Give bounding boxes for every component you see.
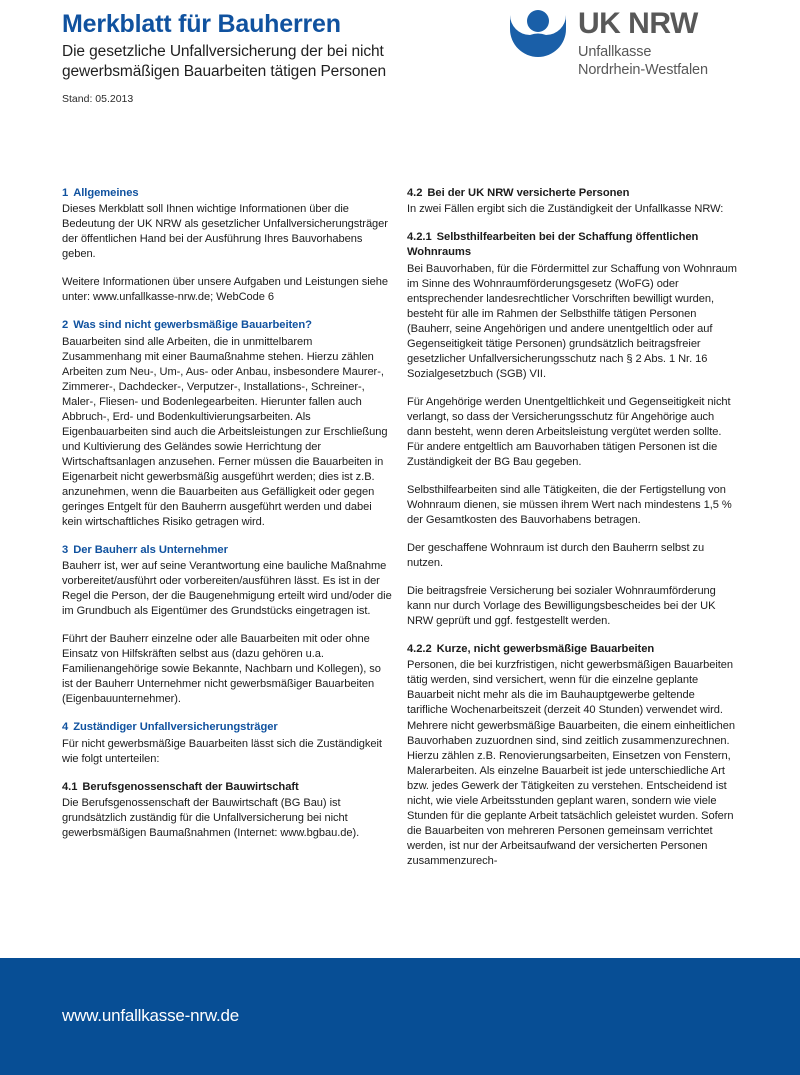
footer-bar — [0, 958, 800, 1075]
document-body — [0, 186, 800, 956]
document-header — [0, 0, 800, 150]
section-number: 4 — [62, 721, 69, 734]
logo-brand-text: UK NRW — [578, 7, 698, 40]
body-paragraph: Bauherr ist, wer auf seine Verantwortung eine bauliche Maßnahme vorbereitet/ausführt oder vorbereiten/ausführen lässt. Es ist in der Regel die Person, der die Baugenehmigung erteilt wird und/oder die im Grundbuch als Eigentümer des Grundstücks eingetragen ist. — [62, 560, 392, 618]
page-subtitle: Die gesetzliche Unfallversicherung der bei nicht gewerbsmäßigen Bauarbeiten tätigen Personen — [62, 43, 386, 81]
section-heading-label: Zuständiger Unfallversicherungsträger — [73, 721, 278, 734]
body-paragraph: Führt der Bauherr einzelne oder alle Bauarbeiten mit oder ohne Einsatz von Hilfskräften selbst aus (dazu gehören u.a. Familienangehörige sowie Bekannte, Nachbarn und Kollegen), so ist der Bauherr Unternehmer nicht gewerbsmäßiger Bauarbeiten (Eigenbauunternehmer). — [62, 633, 381, 706]
body-paragraph: Weitere Informationen über unsere Aufgaben und Leistungen siehe unter: www.unfallkasse-nrw.de; WebCode 6 — [62, 276, 388, 304]
organization-logo — [508, 8, 773, 80]
right-text-column — [407, 186, 737, 882]
section-heading-3 — [62, 543, 392, 558]
section-heading-label: Selbsthilfearbeiten bei der Schaffung öffentlichen Wohnraums — [407, 231, 699, 259]
body-paragraph: In zwei Fällen ergibt sich die Zuständigkeit der Unfallkasse NRW: — [407, 203, 724, 216]
section-heading-4-2-1 — [407, 230, 737, 260]
body-paragraph: Für Angehörige werden Unentgeltlichkeit und Gegenseitigkeit nicht verlangt, so dass der Versicherungsschutz für Angehörige auch dann besteht, wenn deren Arbeitsleistung vergütet werden sollte. Für andere entgeltlich am Bauvorhaben tätigen Personen ist die Zuständigkeit der BG Bau gegeben. — [407, 395, 731, 468]
section-heading-label: Berufsgenossenschaft der Bauwirtschaft — [82, 780, 299, 793]
section-heading-label: Was sind nicht gewerbsmäßige Bauarbeiten? — [73, 319, 312, 332]
logo-subtitle-line2: Nordrhein-Westfalen — [578, 61, 708, 78]
document-date: Stand: 05.2013 — [62, 92, 134, 105]
section-heading-4 — [62, 720, 392, 735]
body-paragraph: Für nicht gewerbsmäßige Bauarbeiten lässt sich die Zuständigkeit wie folgt unterteilen: — [62, 737, 382, 765]
section-heading-4-1 — [62, 780, 392, 795]
left-text-column — [62, 186, 392, 854]
uk-nrw-bowl-icon — [508, 9, 568, 61]
body-paragraph: Die beitragsfreie Versicherung bei sozialer Wohnraumförderung kann nur durch Vorlage des Bewilligungsbescheides bei der UK NRW geprüft und ggf. festgestellt werden. — [407, 585, 716, 628]
page-title: Merkblatt für Bauherren — [62, 10, 341, 38]
body-paragraph: Die Berufsgenossenschaft der Bauwirtschaft (BG Bau) ist grundsätzlich zuständig für die Unfallversicherung bei nicht gewerbsmäßigen Baumaßnahmen (Internet: www.bgbau.de). — [62, 796, 360, 839]
section-heading-1 — [62, 186, 392, 201]
section-number: 4.1 — [62, 780, 78, 793]
section-number: 4.2 — [407, 187, 423, 199]
logo-subtitle-line1: Unfallkasse — [578, 44, 652, 60]
section-heading-label: Kurze, nicht gewerbsmäßige Bauarbeiten — [436, 643, 655, 656]
section-heading-4-2 — [407, 186, 737, 201]
section-number: 2 — [62, 319, 69, 332]
section-heading-label: Allgemeines — [73, 187, 139, 199]
body-paragraph: Der geschaffene Wohnraum ist durch den Bauherrn selbst zu nutzen. — [407, 542, 705, 570]
section-heading-label: Bei der UK NRW versicherte Personen — [427, 187, 630, 199]
body-paragraph: Bei Bauvorhaben, für die Fördermittel zur Schaffung von Wohnraum im Sinne des Wohnraumförderungsgesetz (WoFG) oder entsprechender landesrechtlicher Vorschriften bewilligt wurden, besteht für alle im Rahmen der Selbsthilfe tätigen Personen (Bauherr, seine Angehörigen und andere unentgeltlich oder auf Gegenseitigkeit tätige Personen) grundsätzlich beitragsfreier gesetzlicher Unfallversicherungsschutz nach § 2 Abs. 1 Nr. 16 Sozialgesetzbuch (SGB) VII. — [407, 262, 737, 380]
header-title-block — [62, 10, 482, 105]
section-heading-label: Der Bauherr als Unternehmer — [73, 543, 228, 556]
footer-website-url: www.unfallkasse-nrw.de — [62, 1006, 240, 1025]
section-heading-4-2-2 — [407, 642, 737, 657]
body-paragraph: Personen, die bei kurzfristigen, nicht gewerbsmäßigen Bauarbeiten tätig werden, sind versichert, wenn für die einzelne geplante Bauarbeit nicht mehr als die im Bauhauptgewerbe geltende tarifliche Wochenarbeitszeit (derzeit 40 Stunden) verwendet wird. Mehrere nicht gewerbsmäßige Bauarbeiten, die einem einheitlichen Bauvorhaben zuzuordnen sind, sind zeitlich zusammenzurechnen. Hierzu zählen z.B. Renovierungsarbeiten, Einsetzen von Fenstern, Malerarbeiten. Als einzelne Bauarbeit ist jede unterschiedliche Art bzw. jedes Gewerk der Tätigkeiten zu verstehen. Entscheidend ist nicht, wie viele Arbeitsstunden geplant waren, sondern wie viele Stunden für die geplante Arbeit tatsächlich geleistet wurden. Sofern die Bauarbeiten von mehreren Personen gemeinsam verrichtet werden, ist nur der Arbeitsaufwand der versicherten Personen zusammenzurech- — [407, 659, 735, 867]
section-number: 3 — [62, 543, 69, 556]
section-heading-2 — [62, 318, 392, 333]
section-number: 4.2.1 — [407, 231, 432, 244]
body-paragraph: Selbsthilfearbeiten sind alle Tätigkeiten, die der Fertigstellung von Wohnraum dienen, sie müssen ihrem Wert nach mindestens 1,5 % der Gesamtkosten des Bauvorhabens betragen. — [407, 483, 732, 527]
body-paragraph: Dieses Merkblatt soll Ihnen wichtige Informationen über die Bedeutung der UK NRW als gesetzlicher Unfallversicherungsträger der öffentlichen Hand bei der Ausführung Ihres Bauvorhabens geben. — [62, 203, 388, 261]
body-paragraph: Bauarbeiten sind alle Arbeiten, die in unmittelbarem Zusammenhang mit einer Baumaßnahme stehen. Hierzu zählen Arbeiten zum Neu-, Um-, Aus- oder Anbau, insbesondere Maurer-, Zimmerer-, Dachdecker-, Verputzer-, Installations-, Schreiner-, Maler-, Fliesen- und Bodenlegearbeiten. Hierunter fallen auch Abbruch-, Erd- und Bodenkultivierungsarbeiten. Als Eigenbauarbeiten sind auch die Arbeitsleistungen zur Erschließung und Kultivierung des Geländes sowie Herrichtung der Wirtschaftsanlagen anzusehen. Ferner müssen die Bauarbeiten in Eigenarbeit nicht gewerbsmäßig ausgeführt werden; dies ist z.B. anzunehmen, wenn die Bauarbeiten aus Gefälligkeit oder gegen geringes Entgelt für den Bauherrn ausgeführt werden und dabei kein wirtschaftliches Risiko getragen wird. — [62, 335, 388, 528]
section-number: 1 — [62, 187, 69, 199]
section-number: 4.2.2 — [407, 643, 432, 656]
